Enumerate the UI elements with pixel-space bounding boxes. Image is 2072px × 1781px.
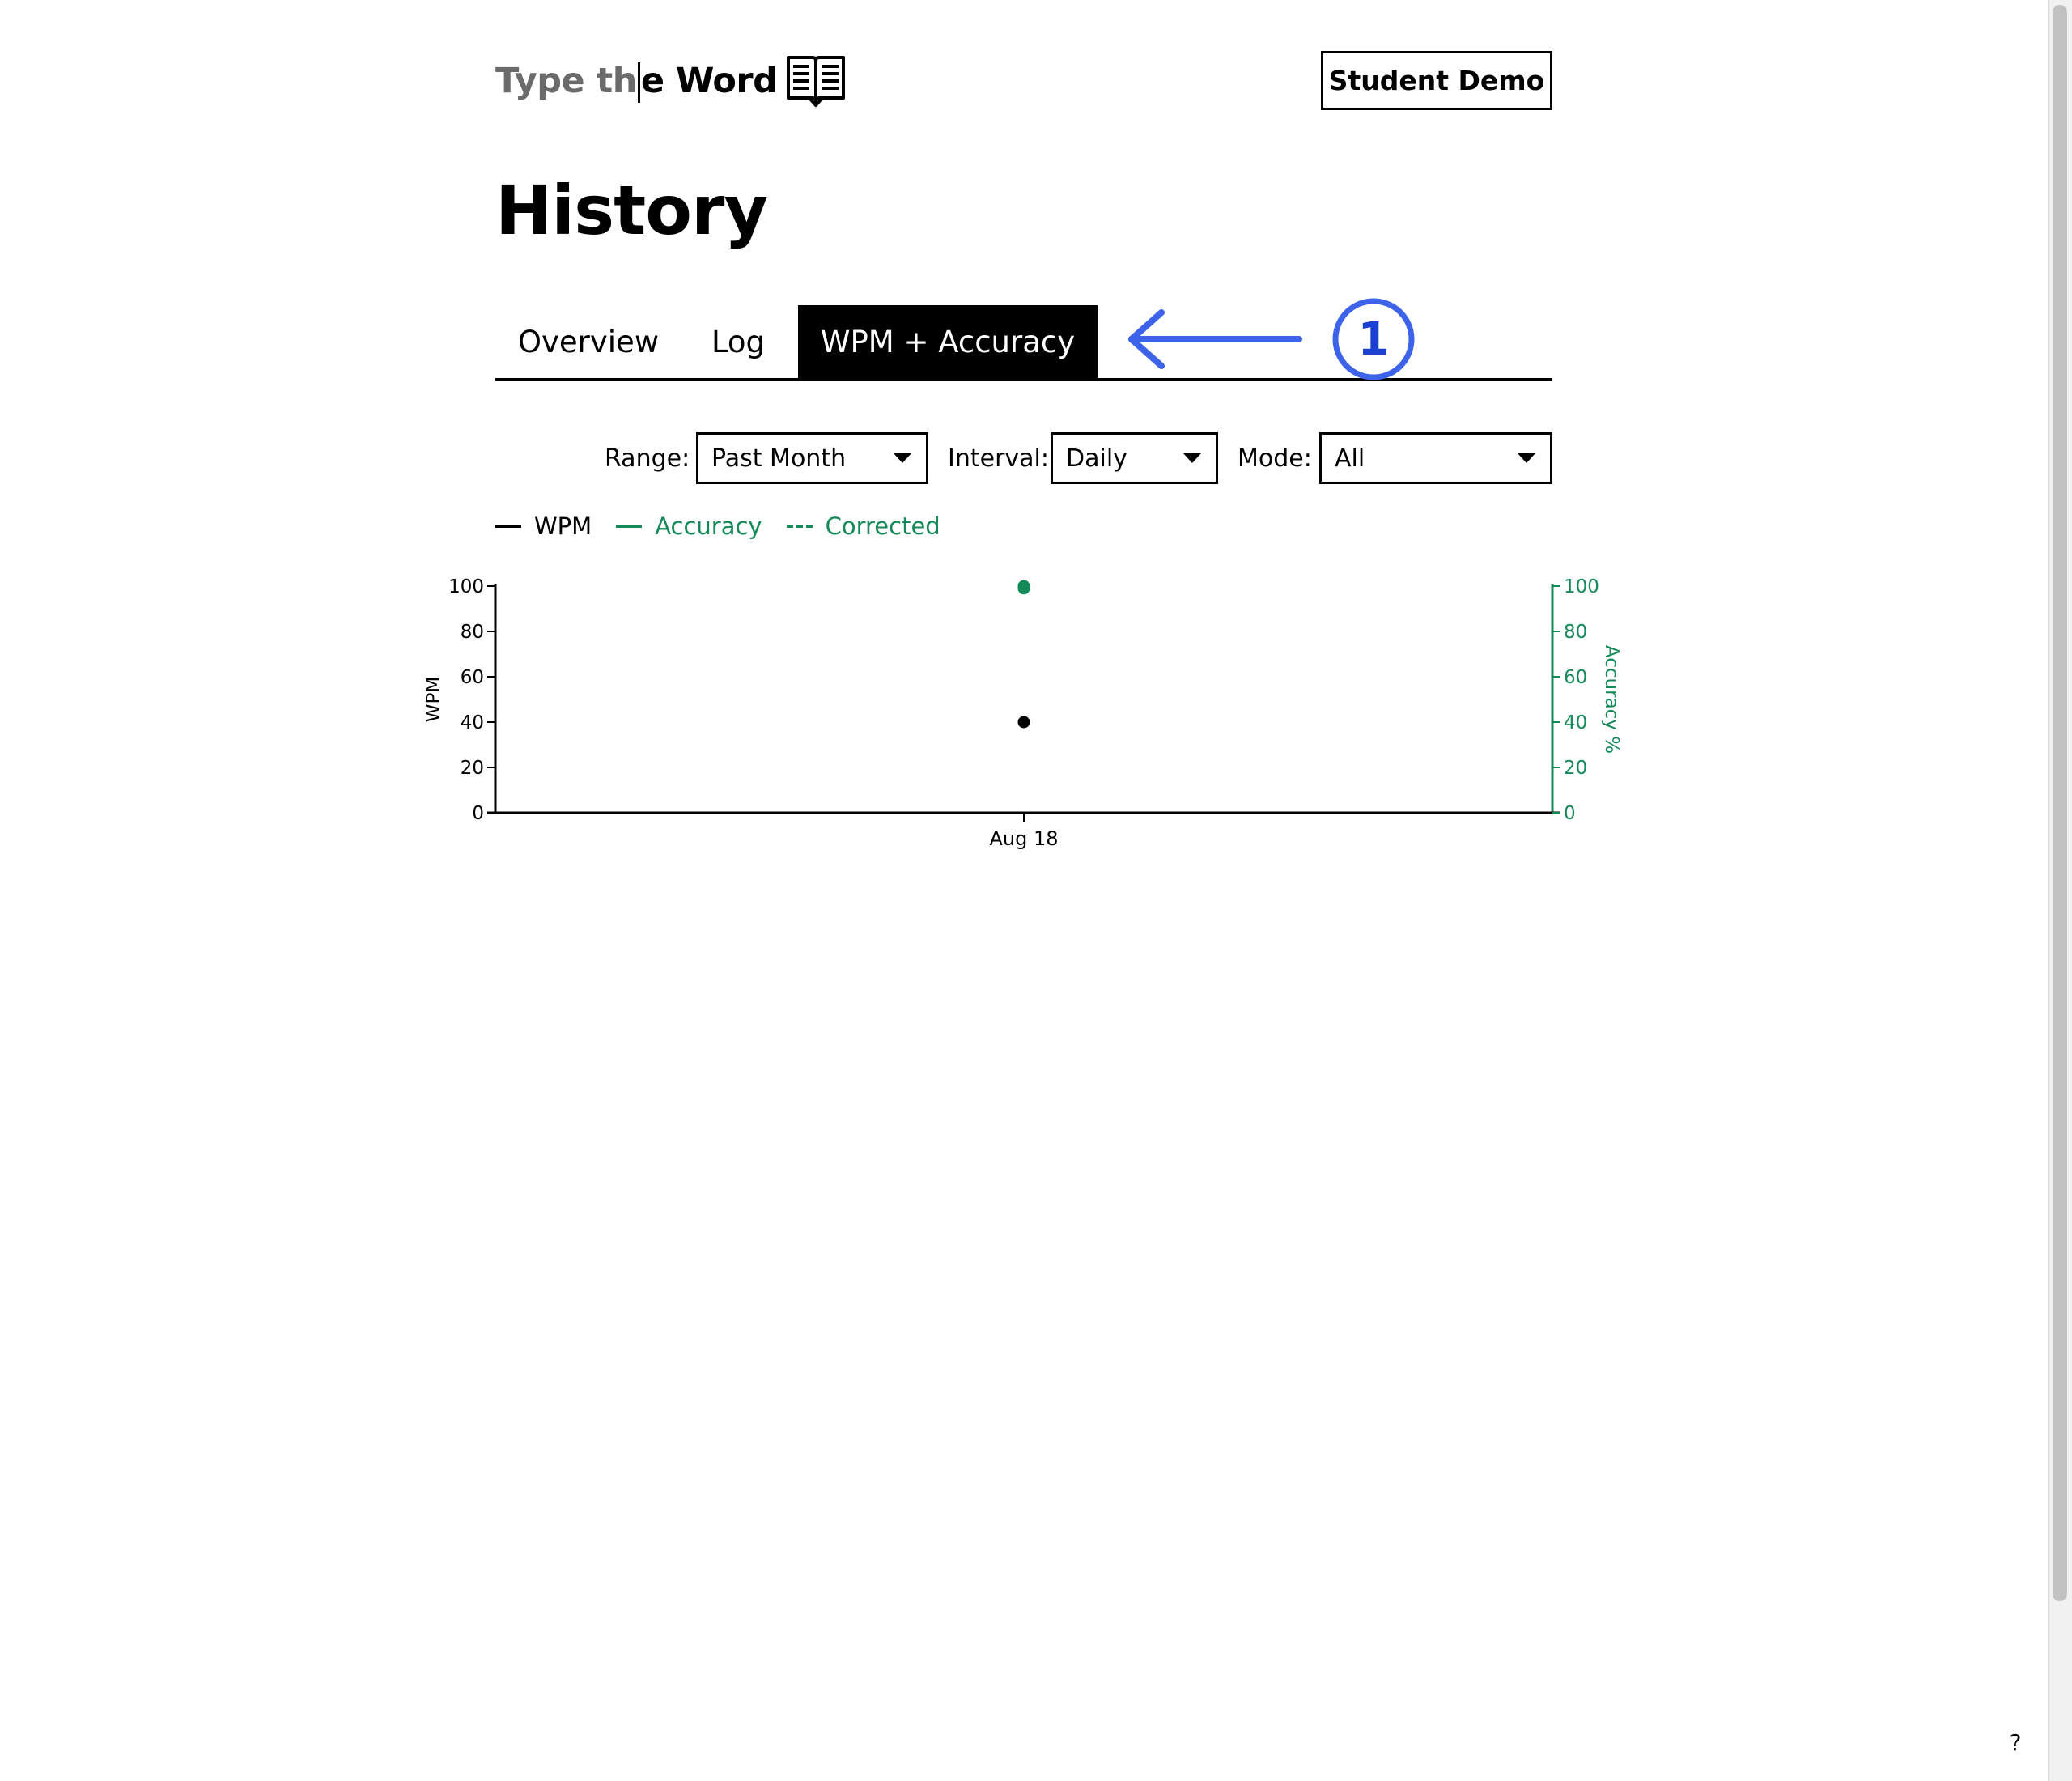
legend-label-accuracy: Accuracy <box>655 512 762 540</box>
range-select-value: Past Month <box>711 444 847 473</box>
logo-text-cursor <box>638 62 640 103</box>
help-button[interactable]: ? <box>2009 1728 2022 1756</box>
legend-swatch-corrected <box>787 525 813 528</box>
chart-axes <box>423 576 1622 850</box>
y-tick-label-left: 0 <box>472 803 484 824</box>
open-book-icon <box>785 54 847 108</box>
y-tick-label-left: 20 <box>460 758 484 779</box>
data-point-accuracy <box>1018 582 1030 594</box>
chart-legend <box>495 508 965 544</box>
legend-label-wpm: WPM <box>534 512 592 540</box>
legend-swatch-wpm <box>495 525 521 528</box>
data-point-corrected <box>1018 580 1030 593</box>
logo[interactable] <box>495 50 847 112</box>
chevron-down-icon <box>894 453 911 463</box>
y-tick-label-right: 80 <box>1564 622 1588 643</box>
y-tick-label-right: 40 <box>1564 712 1588 733</box>
arrow-left-icon <box>1132 312 1299 366</box>
legend-swatch-accuracy <box>616 525 642 528</box>
legend-item-accuracy[interactable] <box>616 512 762 540</box>
interval-select[interactable] <box>1051 432 1218 484</box>
y-tick-label-left: 40 <box>460 712 484 733</box>
y-tick-label-right: 0 <box>1564 803 1576 824</box>
chevron-down-icon <box>1518 453 1535 463</box>
y-tick-label-left: 80 <box>460 622 484 643</box>
chevron-down-icon <box>1183 453 1201 463</box>
tab-overview[interactable]: Overview <box>517 324 660 359</box>
mode-label: Mode: <box>1238 444 1312 473</box>
page-title: History <box>495 171 768 250</box>
data-point-wpm <box>1018 716 1030 729</box>
logo-text-light: Type th <box>495 61 637 101</box>
chart-marks <box>1018 580 1030 729</box>
y-axis-title-left: WPM <box>423 676 444 723</box>
mode-select-value: All <box>1335 444 1365 473</box>
legend-item-corrected[interactable] <box>787 512 940 540</box>
legend-item-wpm[interactable] <box>495 512 592 540</box>
range-select[interactable] <box>696 432 928 484</box>
interval-select-value: Daily <box>1066 444 1127 473</box>
tab-wpm-accuracy[interactable]: WPM + Accuracy <box>798 305 1098 378</box>
y-axis-title-right: Accuracy % <box>1601 644 1622 754</box>
annotation-number: 1 <box>1357 313 1390 366</box>
y-tick-label-right: 60 <box>1564 667 1588 688</box>
logo-text-dark: e Word <box>640 61 778 101</box>
range-label: Range: <box>605 444 690 473</box>
y-tick-label-right: 20 <box>1564 758 1588 779</box>
x-tick-label: Aug 18 <box>989 827 1059 850</box>
annotation-callout <box>1125 295 1424 384</box>
y-tick-label-left: 60 <box>460 667 484 688</box>
scrollbar-thumb[interactable] <box>2053 5 2067 1601</box>
interval-label: Interval: <box>948 444 1049 473</box>
tab-log[interactable]: Log <box>711 324 766 359</box>
y-tick-label-right: 100 <box>1564 576 1599 597</box>
y-tick-label-left: 100 <box>448 576 484 597</box>
legend-label-corrected: Corrected <box>825 512 940 540</box>
student-demo-button[interactable]: Student Demo <box>1321 51 1552 110</box>
mode-select[interactable] <box>1319 432 1552 484</box>
